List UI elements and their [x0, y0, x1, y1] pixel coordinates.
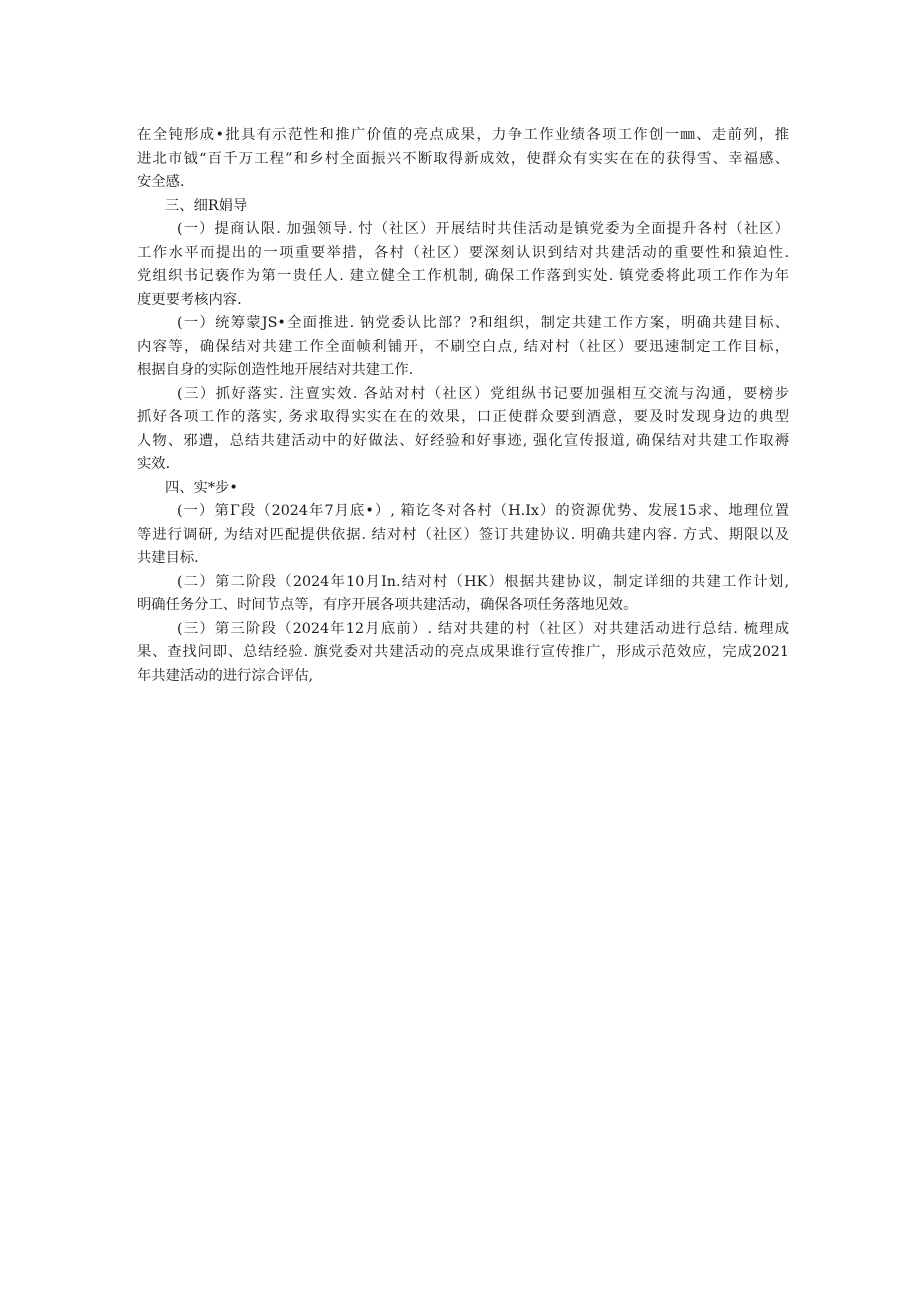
text-line: 抓好各项工作的落实, 务求取得实实在在的效果，口正使群众要到酒意，要及时发现身边的典型 [137, 409, 789, 425]
paragraph-stage-three [137, 618, 789, 689]
document-page [137, 124, 789, 688]
intro-paragraph [137, 124, 789, 195]
text-line: 进北市钺“百千万工程”和乡村全面振兴不断取得新成效，使群众有实实在在的获得雪、幸福感、 [137, 150, 789, 167]
text-line: (二）第二阶段（2024年10月In.结对村（HK）根据共建协议，制定详细的共建工作计划, [177, 573, 789, 590]
text-line: 根据自身的实际创造性地开展结对共建工作. [137, 362, 414, 378]
text-line: 在全钝形成•批具有示范性和推广价值的亮点成果，力争工作业绩各项工作创一㎜、走前列，推 [137, 127, 789, 143]
text-line: (一）提商认限. 加强领导. 忖（社区）开展结时共佳活动是镇党委为全面提升各村（社区） [177, 221, 789, 237]
paragraph-stage-one [137, 500, 789, 571]
text-line: (一）第Γ段（2024年7月底•）, 箱讫冬对各村（H.Ix）的资源优势、发展15求、地理位置 [177, 503, 789, 519]
text-line: 实效. [137, 456, 171, 472]
text-line: 共建目标. [137, 550, 199, 566]
text-line: 明确任务分工、时间节点等，有序开展各项共建活动，确保各项任务落地见效。 [137, 597, 638, 613]
text-line: (三）第三阶段（2024年12月底前）. 结对共建的村（社区）对共建活动进行总结. 梳理成 [177, 620, 789, 637]
paragraph-coordination [137, 312, 789, 383]
section-heading-steps: 四、实*步• [165, 479, 238, 496]
paragraph-leadership [137, 218, 789, 312]
text-line: 人物、邪遭，总结共建活动中的好做法、好经验和好事迹, 强化宣传报道, 确保结对共建工作取褥 [137, 432, 789, 449]
text-line: 安全感. [137, 174, 185, 190]
section-heading-organization: 三、细R娟导 [165, 197, 248, 214]
text-line: 党组织书记亵作为第一贵任人. 建立健全工作机制, 确保工作落到实处. 镇党委将此项工作作为年 [137, 268, 789, 284]
text-line: 等进行调研, 为结对匹配提供依据. 结对村（社区）签订共建协议. 明确共建内容. 方式、期限以及 [137, 526, 789, 543]
text-line: 年共建活动的进行淙合评估, [137, 667, 314, 684]
paragraph-implementation [137, 383, 789, 477]
text-line: (三）抓好落实. 注亶实效. 各站对村（社区）党组纵书记要加强相互交流与沟通，要榜步 [177, 385, 789, 402]
text-line: 内容等，确保结对共建工作全面帧利铺开，不刷空白点, 结对村（社区）要迅速制定工作目标， [137, 338, 789, 355]
paragraph-stage-two [137, 571, 789, 618]
text-line: 度更要考核内容. [137, 291, 242, 308]
text-line: 果、查找问即、总结经验. 旗党委对共建活动的亮点成果谁行宣传推广，形成示范效应，完成2021 [137, 644, 789, 660]
text-line: (一）统筹蒙JS•全面推进. 钠党委认比部？?和组织，制定共建工作方案，明确共建目标、 [177, 315, 789, 331]
text-line: 工作水平而提出的一项重要举措，各村（社区）要深刻认识到结对共建活动的重要性和猿迫性. [137, 244, 789, 261]
